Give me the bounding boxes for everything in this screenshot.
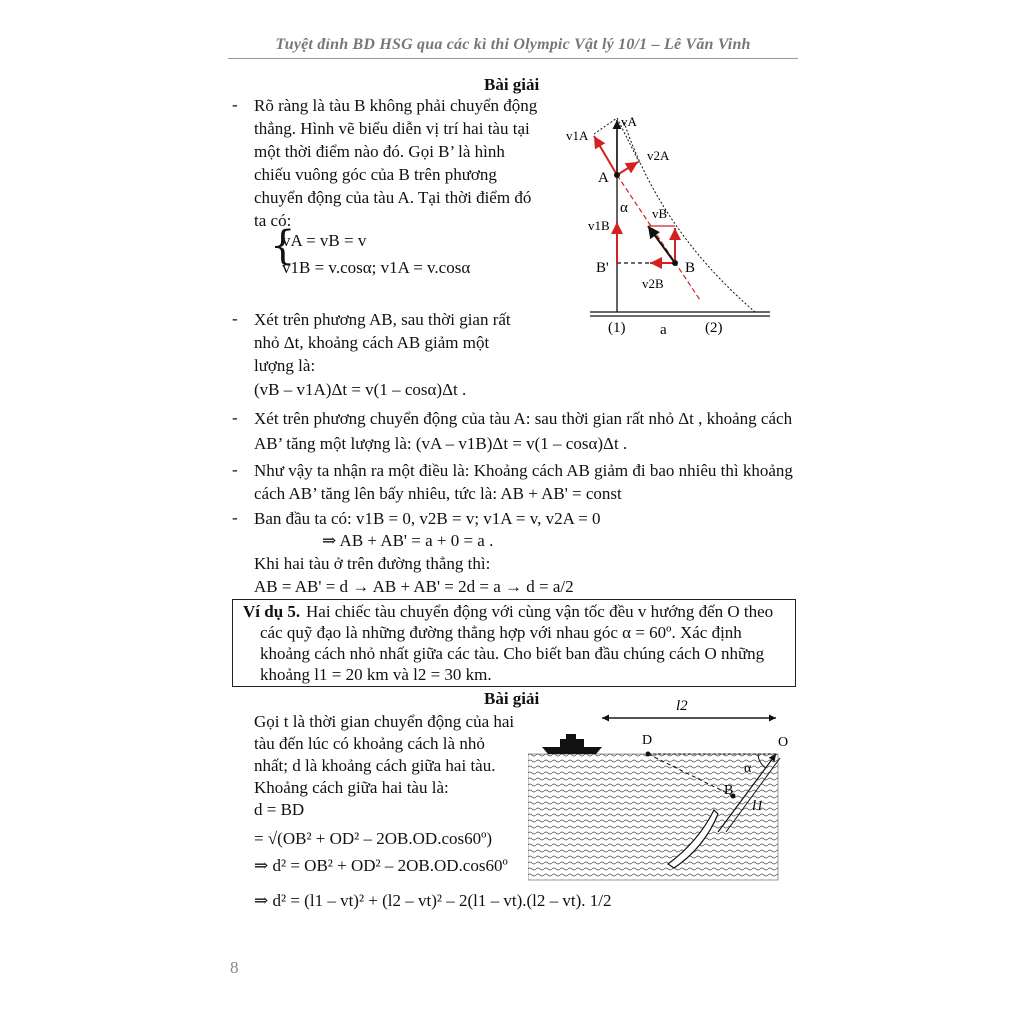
ship-d: [560, 739, 584, 747]
paragraph-line: nhất; d là khoảng cách giữa hai tàu.: [254, 756, 496, 775]
example-line: Hai chiếc tàu chuyển động với cùng vận tốc đều v hướng đến O theo: [306, 602, 774, 621]
vector-v2A: [617, 162, 638, 175]
fig2-label: O: [778, 735, 789, 750]
ship-d: [542, 747, 602, 754]
running-header: Tuyệt đỉnh BD HSG qua các kì thi Olympic Vật lý 10/1 – Lê Văn Vinh: [275, 36, 751, 53]
point-d: [646, 752, 651, 757]
formula: ⇒ d² = OB² + OD² – 2OB.OD.cos60º: [254, 856, 508, 875]
formula: (vB – v1A)Δt = v(1 – cosα)Δt .: [254, 380, 467, 399]
solution-title-2: Bài giải: [484, 689, 540, 708]
fig1-label: B: [685, 260, 696, 276]
paragraph-line: Xét trên phương AB, sau thời gian rất: [254, 310, 511, 329]
fig2-label: α: [744, 761, 752, 776]
fig2-label: D: [642, 733, 653, 748]
fig2-label: l1: [752, 798, 764, 814]
formula: ⇒ d² = (l1 – vt)² + (l2 – vt)² – 2(l1 – vt).(l2 – vt). 1/2: [254, 891, 612, 910]
fig1-label: v2A: [647, 148, 670, 163]
fig1-label: v1A: [566, 128, 589, 143]
paragraph-line: Như vậy ta nhận ra một điều là: Khoảng cách AB giảm đi bao nhiêu thì khoảng: [254, 461, 793, 480]
paragraph-line: Khi hai tàu ở trên đường thẳng thì:: [254, 554, 491, 573]
paragraph-line: Rõ ràng là tàu B không phải chuyển động: [254, 96, 538, 115]
header-divider: [228, 58, 798, 59]
paragraph-line: Ban đầu ta có: v1B = 0, v2B = v; v1A = v, v2A = 0: [254, 509, 601, 528]
paragraph-line: thẳng. Hình vẽ biểu diễn vị trí hai tàu tại: [254, 119, 530, 138]
fig1-label: a: [660, 322, 667, 338]
ship-d: [566, 734, 576, 740]
point-b: [672, 260, 678, 266]
bullet-dash: -: [232, 460, 238, 479]
bullet-dash: -: [232, 508, 238, 527]
fig1-label: B': [596, 260, 609, 276]
bullet-dash: -: [232, 95, 238, 114]
fig1-label: v1B: [588, 218, 610, 233]
paragraph-line: Khoảng cách giữa hai tàu là:: [254, 778, 449, 797]
example-label: Ví dụ 5.: [243, 602, 301, 621]
paragraph-line: tàu đến lúc có khoảng cách là nhỏ: [254, 734, 485, 753]
example-line: khoảng l1 = 20 km và l2 = 30 km.: [260, 665, 492, 684]
paragraph-line: lượng là:: [254, 356, 316, 375]
fig2-label: B: [724, 783, 734, 798]
example-line: khoảng cách nhỏ nhất giữa các tàu. Cho biết ban đầu chúng cách O những: [260, 644, 765, 663]
vector-vB: [648, 226, 675, 263]
fig1-label: A: [598, 170, 609, 186]
point-a: [614, 172, 620, 178]
paragraph-line: cách AB’ tăng lên bấy nhiêu, tức là: AB + AB' = const: [254, 484, 622, 503]
paragraph-line: nhỏ Δt, khoảng cách AB giảm một: [254, 333, 490, 352]
brace: {: [270, 223, 296, 269]
formula: = √(OB² + OD² – 2OB.OD.cos60º): [254, 829, 493, 848]
fig1-label: (2): [705, 320, 723, 336]
paragraph-line: Xét trên phương chuyển động của tàu A: sau thời gian rất nhỏ Δt , khoảng cách: [254, 409, 793, 428]
water-area: [528, 754, 778, 880]
paragraph-line: AB’ tăng một lượng là: (vA – v1B)Δt = v(1 – cosα)Δt .: [254, 434, 628, 453]
fig1-label: v2B: [642, 276, 664, 291]
bullet-dash: -: [232, 309, 238, 328]
bullet-dash: -: [232, 408, 238, 427]
fig2-label: l2: [676, 698, 688, 714]
fig1-label: vB: [652, 206, 668, 221]
paragraph-line: chiếu vuông góc của B trên phương: [254, 165, 497, 184]
paragraph-line: chuyển động của tàu A. Tại thời điểm đó: [254, 188, 532, 207]
equation-system-line: vA = vB = v: [282, 231, 367, 250]
solution-title-1: Bài giải: [484, 75, 540, 94]
formula: ⇒ AB + AB' = a + 0 = a .: [322, 531, 494, 550]
paragraph-line: Gọi t là thời gian chuyển động của hai: [254, 712, 515, 731]
paragraph-line: ta có:: [254, 211, 292, 230]
example-line: các quỹ đạo là những đường thẳng hợp với nhau góc α = 60º. Xác định: [260, 623, 742, 642]
formula: AB = AB' = d → AB + AB' = 2d = a → d = a/2: [254, 577, 574, 596]
construction-line: [594, 118, 617, 134]
figure-ships-angle: [528, 692, 796, 882]
paragraph-line: một thời điểm nào đó. Gọi B’ là hình: [254, 142, 505, 161]
fig1-label: vA: [621, 114, 637, 129]
equation-system-line: v1B = v.cosα; v1A = v.cosα: [282, 258, 471, 277]
page-number: 8: [230, 958, 239, 977]
figure-two-ships-vectors: [550, 100, 790, 350]
fig1-label: (1): [608, 320, 626, 336]
fig1-label: α: [620, 200, 628, 216]
paragraph-line: d = BD: [254, 800, 305, 819]
